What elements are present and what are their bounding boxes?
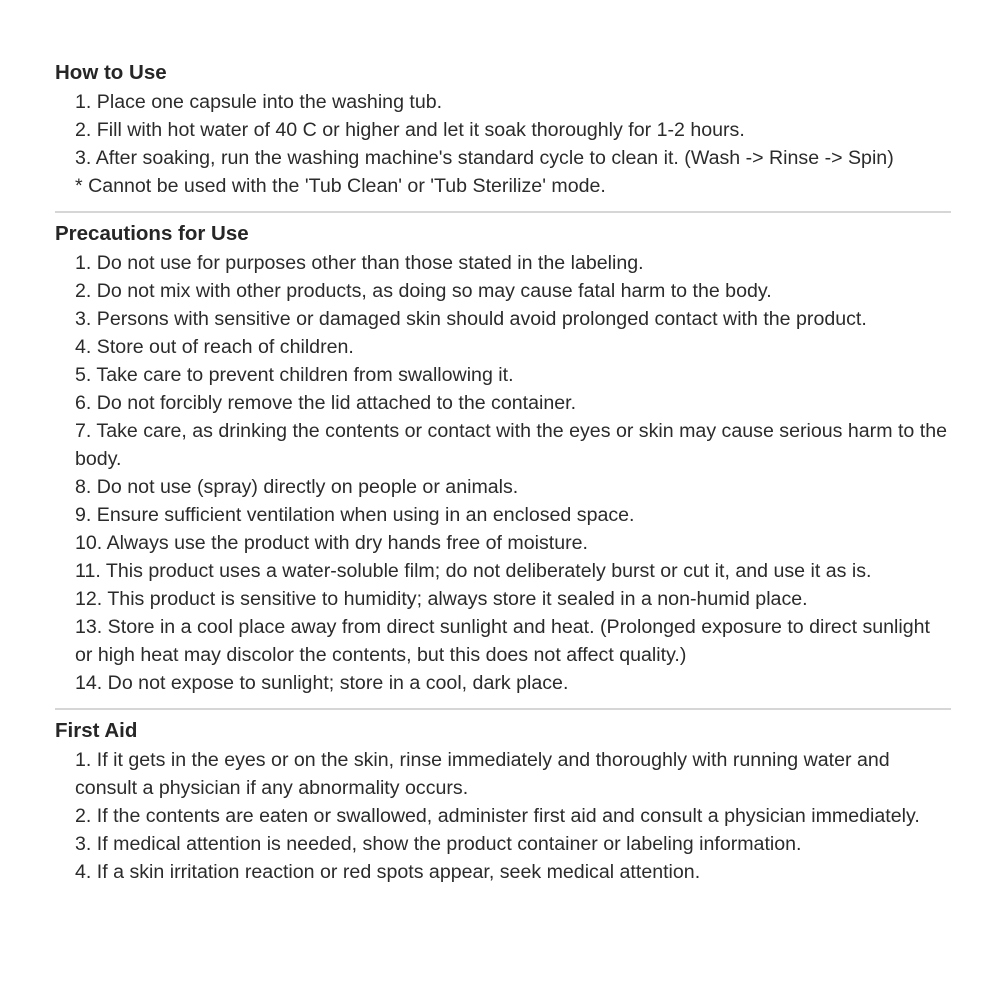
list-item: 14. Do not expose to sunlight; store in a cool, dark place. — [75, 672, 569, 694]
section-divider — [55, 708, 951, 710]
list-item: 2. Do not mix with other products, as doing so may cause fatal harm to the body. — [75, 280, 772, 302]
list-item: 2. Fill with hot water of 40 C or higher and let it soak thoroughly for 1-2 hours. — [75, 119, 745, 141]
list-item: 3. Persons with sensitive or damaged skin should avoid prolonged contact with the product. — [75, 308, 867, 330]
list-item: 13. Store in a cool place away from direct sunlight and heat. (Prolonged exposure to direct sunlight or high heat may discolor the contents, but this does not affect quality.) — [75, 616, 930, 666]
list-item: 4. Store out of reach of children. — [75, 336, 354, 358]
list-item: 10. Always use the product with dry hands free of moisture. — [75, 532, 588, 554]
list-item: 1. Place one capsule into the washing tub. — [75, 91, 443, 113]
list-item: 3. If medical attention is needed, show the product container or labeling information. — [75, 833, 802, 855]
how-to-use-list — [55, 88, 951, 200]
section-title-first-aid: First Aid — [55, 719, 138, 742]
precautions-list — [55, 249, 951, 697]
section-how-to-use — [55, 59, 951, 200]
list-item: 1. If it gets in the eyes or on the skin, rinse immediately and thoroughly with running water and consult a physician if any abnormality occurs. — [75, 749, 890, 799]
list-item: * Cannot be used with the 'Tub Clean' or 'Tub Sterilize' mode. — [75, 175, 606, 197]
list-item: 8. Do not use (spray) directly on people or animals. — [75, 476, 519, 498]
section-title-precautions: Precautions for Use — [55, 222, 249, 245]
list-item: 4. If a skin irritation reaction or red spots appear, seek medical attention. — [75, 861, 701, 883]
section-precautions-for-use — [55, 220, 951, 697]
list-item: 7. Take care, as drinking the contents or contact with the eyes or skin may cause serious harm to the body. — [75, 420, 947, 470]
list-item: 11. This product uses a water-soluble film; do not deliberately burst or cut it, and use it as is. — [75, 560, 872, 582]
list-item: 12. This product is sensitive to humidity; always store it sealed in a non-humid place. — [75, 588, 808, 610]
list-item: 9. Ensure sufficient ventilation when using in an enclosed space. — [75, 504, 635, 526]
list-item: 5. Take care to prevent children from swallowing it. — [75, 364, 514, 386]
list-item: 1. Do not use for purposes other than those stated in the labeling. — [75, 252, 644, 274]
section-title-how-to-use: How to Use — [55, 61, 167, 84]
section-divider — [55, 211, 951, 213]
first-aid-list — [55, 746, 951, 886]
section-first-aid — [55, 717, 951, 886]
list-item: 2. If the contents are eaten or swallowed, administer first aid and consult a physician immediately. — [75, 805, 920, 827]
list-item: 3. After soaking, run the washing machine's standard cycle to clean it. (Wash -> Rinse -> Spin) — [75, 147, 894, 169]
list-item: 6. Do not forcibly remove the lid attached to the container. — [75, 392, 577, 414]
